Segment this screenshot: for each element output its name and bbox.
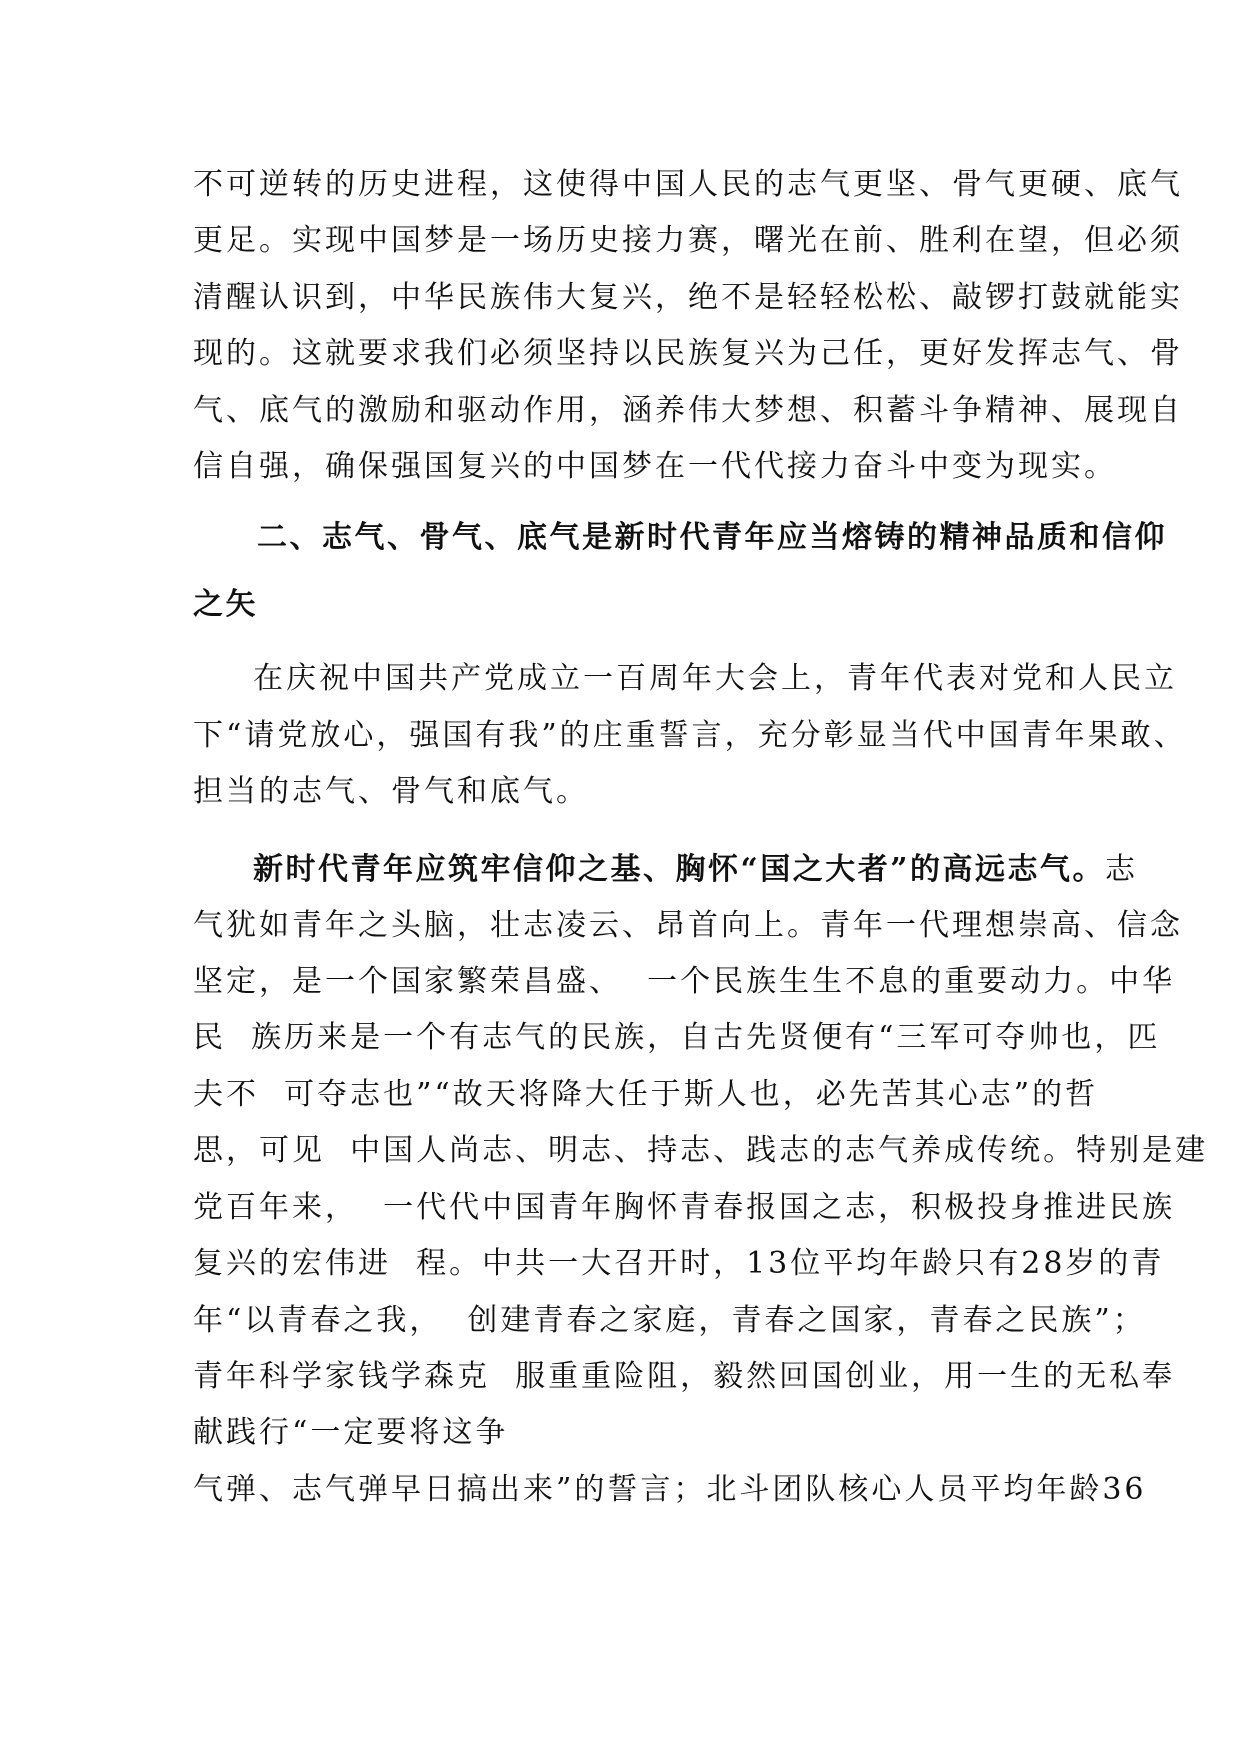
text-line: 献践行“一定要将这争	[193, 1415, 509, 1450]
text-line: 更足。实现中国梦是一场历史接力赛，曙光在前、胜利在望，但必须	[193, 223, 1183, 258]
text-line	[253, 850, 1138, 890]
section-heading: 二、志气、骨气、底气是新时代青年应当熔铸的精神品质和信仰	[257, 520, 1167, 555]
text-line: 气、底气的激励和驱动作用，涵养伟大梦想、积蓄斗争精神、展现自	[193, 393, 1183, 428]
text-line: 年“以青春之我， 创建青春之家庭，青春之国家，青春之民族”；	[193, 1303, 1146, 1338]
text-line: 坚定，是一个国家繁荣昌盛、 一个民族生生不息的重要动力。中华	[193, 964, 1176, 999]
section-heading: 之矢	[193, 587, 258, 622]
text-line: 不可逆转的历史进程，这使得中国人民的志气更坚、骨气更硬、底气	[193, 167, 1183, 202]
text-line: 党百年来， 一代代中国青年胸怀青春报国之志，积极投身推进民族	[193, 1190, 1176, 1225]
text-line: 思，可见 中国人尚志、明志、持志、践志的志气养成传统。特别是建	[193, 1133, 1209, 1168]
text-line: 信自强，确保强国复兴的中国梦在一代代接力奋斗中变为现实。	[193, 449, 1117, 484]
text-line: 现的。这就要求我们必须坚持以民族复兴为己任，更好发挥志气、骨	[193, 336, 1183, 371]
text-line: 青年科学家钱学森克 服重重险阻，毅然回国创业，用一生的无私奉	[193, 1359, 1176, 1394]
bold-lead-sentence: 新时代青年应筑牢信仰之基、胸怀“国之大者”的高远志气。	[253, 852, 1106, 887]
text-line: 下“请党放心，强国有我”的庄重誓言，充分彰显当代中国青年果敢、	[193, 718, 1187, 753]
text-line: 气弹、志气弹早日搞出来”的誓言；北斗团队核心人员平均年龄36	[193, 1472, 1147, 1507]
text-line: 民 族历来是一个有志气的民族，自古先贤便有“三军可夺帅也，匹	[193, 1020, 1161, 1055]
text-line: 气犹如青年之头脑，壮志凌云、昂首向上。青年一代理想崇高、信念	[193, 908, 1183, 943]
text-line: 清醒认识到，中华民族伟大复兴，绝不是轻轻松松、敲锣打鼓就能实	[193, 280, 1183, 315]
text-run: 志	[1105, 852, 1139, 887]
text-line: 担当的志气、骨气和底气。	[193, 774, 589, 809]
text-line: 复兴的宏伟进 程。中共一大召开时，13位平均年龄只有28岁的青	[193, 1246, 1165, 1281]
text-line: 夫不 可夺志也”“故天将降大任于斯人也，必先苦其心志”的哲	[193, 1077, 1099, 1112]
text-line: 在庆祝中国共产党成立一百周年大会上，青年代表对党和人民立	[253, 661, 1177, 696]
